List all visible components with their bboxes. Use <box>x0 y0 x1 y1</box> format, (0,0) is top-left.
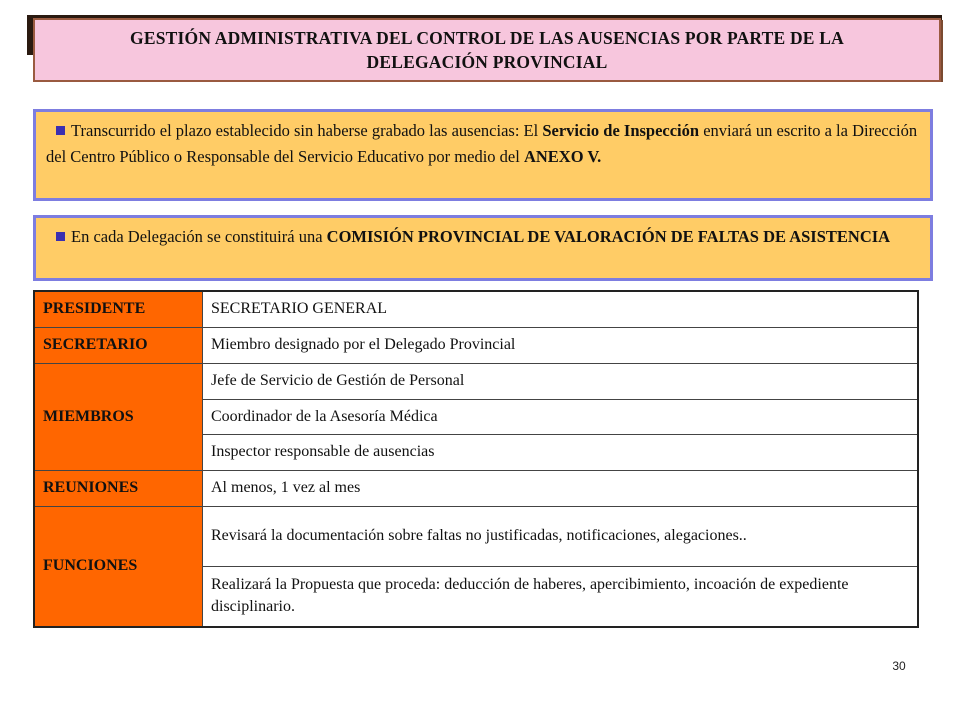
box2-text-a: En cada Delegación se constituirá una <box>71 227 327 246</box>
row-value-miembro: Coordinador de la Asesoría Médica <box>203 399 919 434</box>
row-value-funcion: Revisará la documentación sobre faltas no justificadas, notificaciones, alegaciones.. <box>203 506 919 566</box>
box2-bold-a: COMISIÓN PROVINCIAL DE VALORACIÓN DE FALTAS DE ASISTENCIA <box>326 227 891 246</box>
table-row <box>34 470 918 506</box>
row-label-miembros: MIEMBROS <box>34 363 203 470</box>
row-label-presidente: PRESIDENTE <box>34 291 203 327</box>
square-bullet-icon <box>56 232 65 241</box>
row-value-secretario: Miembro designado por el Delegado Provincial <box>203 327 919 363</box>
square-bullet-icon <box>56 126 65 135</box>
box1-bold-a: Servicio de Inspección <box>542 121 700 140</box>
table-row <box>34 291 918 327</box>
table-row <box>34 363 918 399</box>
table-row <box>34 506 918 566</box>
box1-bold-b: ANEXO V. <box>523 147 602 166</box>
row-value-funcion: Realizará la Propuesta que proceda: deducción de haberes, apercibimiento, incoación de expediente disciplinario. <box>203 566 919 627</box>
row-label-secretario: SECRETARIO <box>34 327 203 363</box>
title-line-2: DELEGACIÓN PROVINCIAL <box>366 52 608 72</box>
page-title <box>33 18 941 82</box>
row-value-presidente: SECRETARIO GENERAL <box>203 291 919 327</box>
info-box-deadline <box>33 109 933 201</box>
box1-text-a: Transcurrido el plazo establecido sin haberse grabado las ausencias: El <box>71 121 543 140</box>
box1-text-b: enviará un escrito a la Dirección del Centro Público o Responsable del Servicio Educativo por medio del <box>46 121 918 166</box>
title-line-1: GESTIÓN ADMINISTRATIVA DEL CONTROL DE LAS AUSENCIAS POR PARTE DE LA <box>130 28 844 48</box>
info-box-commission <box>33 215 933 281</box>
table-row <box>34 327 918 363</box>
commission-table <box>33 290 919 628</box>
row-value-miembro: Jefe de Servicio de Gestión de Personal <box>203 363 919 399</box>
row-value-reuniones: Al menos, 1 vez al mes <box>203 470 919 506</box>
row-value-miembro: Inspector responsable de ausencias <box>203 434 919 470</box>
row-label-funciones: FUNCIONES <box>34 506 203 627</box>
row-label-reuniones: REUNIONES <box>34 470 203 506</box>
page-number: 30 <box>892 659 906 673</box>
